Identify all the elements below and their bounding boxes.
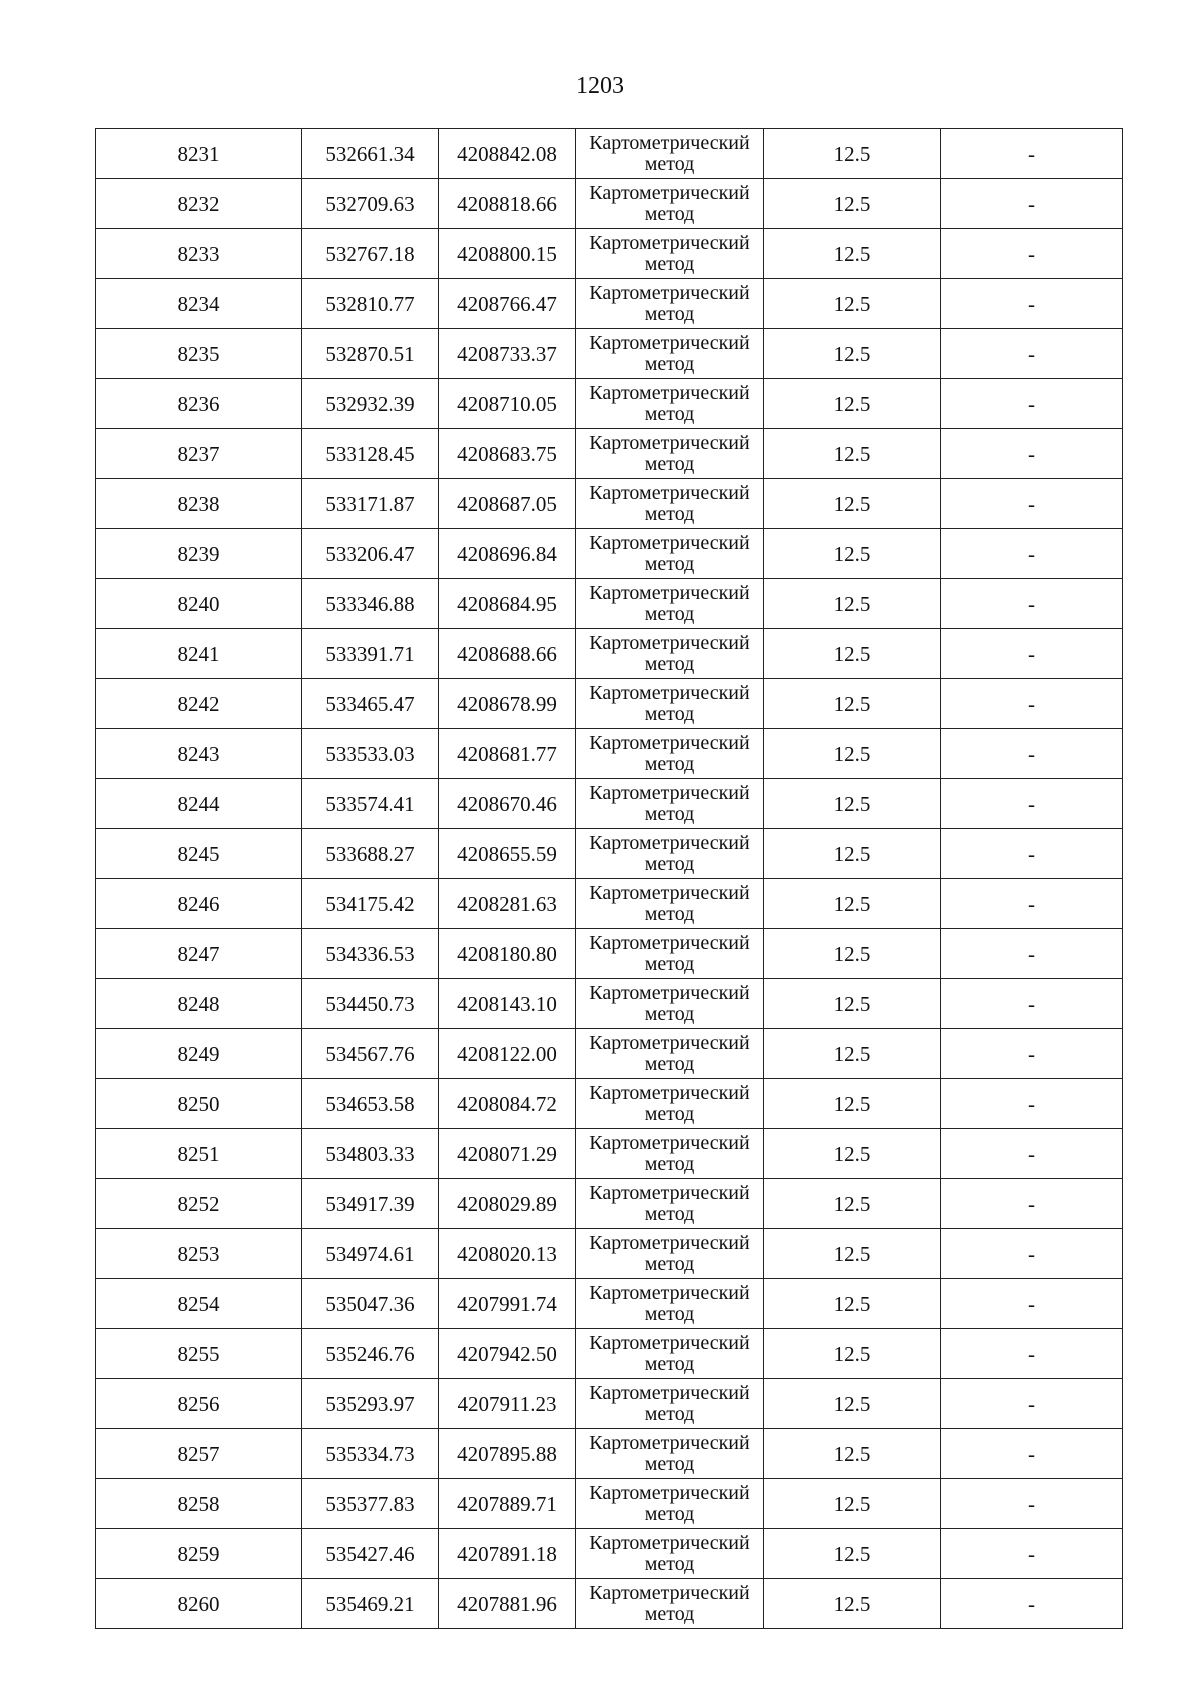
note-cell: - <box>941 1329 1123 1379</box>
method-cell <box>576 179 764 229</box>
point-id-cell: 8234 <box>96 279 302 329</box>
method-cell <box>576 329 764 379</box>
method-line-2: метод <box>644 1002 695 1025</box>
note-cell: - <box>941 129 1123 179</box>
method-line-2: метод <box>644 602 695 625</box>
table-row <box>96 329 1123 379</box>
point-id-cell: 8244 <box>96 779 302 829</box>
note-cell: - <box>941 1529 1123 1579</box>
y-coordinate-cell: 4208143.10 <box>439 979 576 1029</box>
x-coordinate-cell: 535469.21 <box>302 1579 439 1629</box>
method-line-1: Картометрический <box>589 1431 750 1454</box>
y-coordinate-cell: 4207911.23 <box>439 1379 576 1429</box>
x-coordinate-cell: 534974.61 <box>302 1229 439 1279</box>
y-coordinate-cell: 4208684.95 <box>439 579 576 629</box>
accuracy-cell: 12.5 <box>764 779 941 829</box>
y-coordinate-cell: 4208766.47 <box>439 279 576 329</box>
y-coordinate-cell: 4207891.18 <box>439 1529 576 1579</box>
table-row <box>96 1429 1123 1479</box>
x-coordinate-cell: 535377.83 <box>302 1479 439 1529</box>
point-id-cell: 8242 <box>96 679 302 729</box>
accuracy-cell: 12.5 <box>764 879 941 929</box>
page-number: 1203 <box>576 73 624 99</box>
table-row <box>96 179 1123 229</box>
accuracy-cell: 12.5 <box>764 1579 941 1629</box>
method-line-2: метод <box>644 502 695 525</box>
x-coordinate-cell: 534653.58 <box>302 1079 439 1129</box>
point-id-cell: 8238 <box>96 479 302 529</box>
accuracy-cell: 12.5 <box>764 429 941 479</box>
method-line-2: метод <box>644 752 695 775</box>
method-line-2: метод <box>644 1052 695 1075</box>
point-id-cell: 8251 <box>96 1129 302 1179</box>
method-line-1: Картометрический <box>589 931 750 954</box>
method-line-2: метод <box>644 952 695 975</box>
table-row <box>96 1029 1123 1079</box>
point-id-cell: 8235 <box>96 329 302 379</box>
y-coordinate-cell: 4208733.37 <box>439 329 576 379</box>
method-line-1: Картометрический <box>589 1481 750 1504</box>
table-row <box>96 129 1123 179</box>
x-coordinate-cell: 533533.03 <box>302 729 439 779</box>
point-id-cell: 8236 <box>96 379 302 429</box>
method-line-1: Картометрический <box>589 331 750 354</box>
method-cell <box>576 429 764 479</box>
note-cell: - <box>941 1029 1123 1079</box>
table-row <box>96 279 1123 329</box>
method-line-2: метод <box>644 1352 695 1375</box>
accuracy-cell: 12.5 <box>764 1429 941 1479</box>
method-line-1: Картометрический <box>589 531 750 554</box>
method-line-2: метод <box>644 452 695 475</box>
method-line-1: Картометрический <box>589 1031 750 1054</box>
accuracy-cell: 12.5 <box>764 1179 941 1229</box>
method-line-1: Картометрический <box>589 1581 750 1604</box>
x-coordinate-cell: 533465.47 <box>302 679 439 729</box>
method-cell <box>576 229 764 279</box>
y-coordinate-cell: 4208681.77 <box>439 729 576 779</box>
method-cell <box>576 679 764 729</box>
y-coordinate-cell: 4208710.05 <box>439 379 576 429</box>
y-coordinate-cell: 4207942.50 <box>439 1329 576 1379</box>
table-row <box>96 1329 1123 1379</box>
accuracy-cell: 12.5 <box>764 229 941 279</box>
method-line-1: Картометрический <box>589 381 750 404</box>
table-row <box>96 1129 1123 1179</box>
note-cell: - <box>941 1579 1123 1629</box>
table-row <box>96 629 1123 679</box>
x-coordinate-cell: 534917.39 <box>302 1179 439 1229</box>
method-line-1: Картометрический <box>589 181 750 204</box>
y-coordinate-cell: 4208029.89 <box>439 1179 576 1229</box>
x-coordinate-cell: 535334.73 <box>302 1429 439 1479</box>
x-coordinate-cell: 533206.47 <box>302 529 439 579</box>
method-line-2: метод <box>644 352 695 375</box>
accuracy-cell: 12.5 <box>764 629 941 679</box>
note-cell: - <box>941 429 1123 479</box>
table-row <box>96 1529 1123 1579</box>
point-id-cell: 8233 <box>96 229 302 279</box>
y-coordinate-cell: 4208818.66 <box>439 179 576 229</box>
coordinates-table <box>95 128 1123 1629</box>
x-coordinate-cell: 532870.51 <box>302 329 439 379</box>
table-row <box>96 1279 1123 1329</box>
accuracy-cell: 12.5 <box>764 1229 941 1279</box>
point-id-cell: 8245 <box>96 829 302 879</box>
y-coordinate-cell: 4207889.71 <box>439 1479 576 1529</box>
note-cell: - <box>941 479 1123 529</box>
y-coordinate-cell: 4208696.84 <box>439 529 576 579</box>
method-cell <box>576 629 764 679</box>
note-cell: - <box>941 379 1123 429</box>
method-line-2: метод <box>644 1252 695 1275</box>
y-coordinate-cell: 4208122.00 <box>439 1029 576 1079</box>
point-id-cell: 8246 <box>96 879 302 929</box>
accuracy-cell: 12.5 <box>764 1529 941 1579</box>
table-row <box>96 379 1123 429</box>
method-line-1: Картометрический <box>589 881 750 904</box>
y-coordinate-cell: 4208020.13 <box>439 1229 576 1279</box>
note-cell: - <box>941 1479 1123 1529</box>
note-cell: - <box>941 1079 1123 1129</box>
y-coordinate-cell: 4208180.80 <box>439 929 576 979</box>
y-coordinate-cell: 4208655.59 <box>439 829 576 879</box>
point-id-cell: 8256 <box>96 1379 302 1429</box>
x-coordinate-cell: 532767.18 <box>302 229 439 279</box>
method-line-1: Картометрический <box>589 581 750 604</box>
accuracy-cell: 12.5 <box>764 1279 941 1329</box>
method-line-1: Картометрический <box>589 631 750 654</box>
point-id-cell: 8250 <box>96 1079 302 1129</box>
method-cell <box>576 829 764 879</box>
method-cell <box>576 1079 764 1129</box>
accuracy-cell: 12.5 <box>764 1029 941 1079</box>
note-cell: - <box>941 529 1123 579</box>
table-row <box>96 1229 1123 1279</box>
coordinates-table-body <box>96 129 1123 1629</box>
table-row <box>96 729 1123 779</box>
method-line-2: метод <box>644 1452 695 1475</box>
accuracy-cell: 12.5 <box>764 729 941 779</box>
note-cell: - <box>941 1179 1123 1229</box>
note-cell: - <box>941 829 1123 879</box>
method-cell <box>576 379 764 429</box>
point-id-cell: 8248 <box>96 979 302 1029</box>
table-row <box>96 579 1123 629</box>
method-cell <box>576 1279 764 1329</box>
method-line-2: метод <box>644 1602 695 1625</box>
note-cell: - <box>941 729 1123 779</box>
table-row <box>96 979 1123 1029</box>
y-coordinate-cell: 4207881.96 <box>439 1579 576 1629</box>
method-line-1: Картометрический <box>589 1331 750 1354</box>
method-line-2: метод <box>644 552 695 575</box>
note-cell: - <box>941 329 1123 379</box>
note-cell: - <box>941 879 1123 929</box>
x-coordinate-cell: 533391.71 <box>302 629 439 679</box>
point-id-cell: 8237 <box>96 429 302 479</box>
method-line-1: Картометрический <box>589 431 750 454</box>
accuracy-cell: 12.5 <box>764 1129 941 1179</box>
table-row <box>96 429 1123 479</box>
table-row <box>96 1379 1123 1429</box>
accuracy-cell: 12.5 <box>764 129 941 179</box>
x-coordinate-cell: 535427.46 <box>302 1529 439 1579</box>
x-coordinate-cell: 533171.87 <box>302 479 439 529</box>
accuracy-cell: 12.5 <box>764 479 941 529</box>
method-line-2: метод <box>644 1402 695 1425</box>
accuracy-cell: 12.5 <box>764 529 941 579</box>
method-cell <box>576 1029 764 1079</box>
accuracy-cell: 12.5 <box>764 1379 941 1429</box>
accuracy-cell: 12.5 <box>764 679 941 729</box>
y-coordinate-cell: 4208071.29 <box>439 1129 576 1179</box>
point-id-cell: 8258 <box>96 1479 302 1529</box>
point-id-cell: 8241 <box>96 629 302 679</box>
note-cell: - <box>941 1379 1123 1429</box>
note-cell: - <box>941 229 1123 279</box>
method-line-1: Картометрический <box>589 1531 750 1554</box>
accuracy-cell: 12.5 <box>764 179 941 229</box>
method-line-2: метод <box>644 1302 695 1325</box>
accuracy-cell: 12.5 <box>764 329 941 379</box>
table-row <box>96 1179 1123 1229</box>
point-id-cell: 8243 <box>96 729 302 779</box>
note-cell: - <box>941 1279 1123 1329</box>
method-line-2: метод <box>644 302 695 325</box>
note-cell: - <box>941 279 1123 329</box>
y-coordinate-cell: 4208678.99 <box>439 679 576 729</box>
method-cell <box>576 1529 764 1579</box>
point-id-cell: 8231 <box>96 129 302 179</box>
accuracy-cell: 12.5 <box>764 1079 941 1129</box>
method-line-1: Картометрический <box>589 281 750 304</box>
method-line-2: метод <box>644 1502 695 1525</box>
method-line-1: Картометрический <box>589 831 750 854</box>
note-cell: - <box>941 179 1123 229</box>
method-cell <box>576 729 764 779</box>
method-cell <box>576 1479 764 1529</box>
x-coordinate-cell: 535293.97 <box>302 1379 439 1429</box>
x-coordinate-cell: 534450.73 <box>302 979 439 1029</box>
point-id-cell: 8260 <box>96 1579 302 1629</box>
note-cell: - <box>941 629 1123 679</box>
method-cell <box>576 779 764 829</box>
method-cell <box>576 1129 764 1179</box>
method-line-1: Картометрический <box>589 681 750 704</box>
table-row <box>96 1479 1123 1529</box>
x-coordinate-cell: 532932.39 <box>302 379 439 429</box>
method-line-1: Картометрический <box>589 1131 750 1154</box>
y-coordinate-cell: 4208800.15 <box>439 229 576 279</box>
table-row <box>96 879 1123 929</box>
x-coordinate-cell: 533574.41 <box>302 779 439 829</box>
method-line-2: метод <box>644 252 695 275</box>
x-coordinate-cell: 534803.33 <box>302 1129 439 1179</box>
method-line-2: метод <box>644 152 695 175</box>
note-cell: - <box>941 1229 1123 1279</box>
method-cell <box>576 1429 764 1479</box>
y-coordinate-cell: 4208683.75 <box>439 429 576 479</box>
note-cell: - <box>941 779 1123 829</box>
x-coordinate-cell: 535047.36 <box>302 1279 439 1329</box>
method-line-2: метод <box>644 1152 695 1175</box>
point-id-cell: 8255 <box>96 1329 302 1379</box>
method-line-2: метод <box>644 202 695 225</box>
note-cell: - <box>941 579 1123 629</box>
method-line-2: метод <box>644 402 695 425</box>
y-coordinate-cell: 4208670.46 <box>439 779 576 829</box>
x-coordinate-cell: 534336.53 <box>302 929 439 979</box>
accuracy-cell: 12.5 <box>764 979 941 1029</box>
y-coordinate-cell: 4208084.72 <box>439 1079 576 1129</box>
note-cell: - <box>941 1429 1123 1479</box>
method-cell <box>576 1329 764 1379</box>
point-id-cell: 8232 <box>96 179 302 229</box>
point-id-cell: 8257 <box>96 1429 302 1479</box>
method-cell <box>576 529 764 579</box>
note-cell: - <box>941 979 1123 1029</box>
note-cell: - <box>941 929 1123 979</box>
method-line-2: метод <box>644 1202 695 1225</box>
y-coordinate-cell: 4208687.05 <box>439 479 576 529</box>
method-line-1: Картометрический <box>589 781 750 804</box>
table-row <box>96 829 1123 879</box>
table-row <box>96 779 1123 829</box>
method-line-1: Картометрический <box>589 1181 750 1204</box>
table-row <box>96 1579 1123 1629</box>
y-coordinate-cell: 4208842.08 <box>439 129 576 179</box>
y-coordinate-cell: 4207991.74 <box>439 1279 576 1329</box>
accuracy-cell: 12.5 <box>764 1479 941 1529</box>
method-cell <box>576 879 764 929</box>
method-line-1: Картометрический <box>589 1081 750 1104</box>
accuracy-cell: 12.5 <box>764 579 941 629</box>
method-line-2: метод <box>644 1552 695 1575</box>
point-id-cell: 8252 <box>96 1179 302 1229</box>
method-line-2: метод <box>644 652 695 675</box>
x-coordinate-cell: 534175.42 <box>302 879 439 929</box>
x-coordinate-cell: 534567.76 <box>302 1029 439 1079</box>
point-id-cell: 8259 <box>96 1529 302 1579</box>
point-id-cell: 8247 <box>96 929 302 979</box>
point-id-cell: 8253 <box>96 1229 302 1279</box>
note-cell: - <box>941 1129 1123 1179</box>
method-cell <box>576 979 764 1029</box>
method-cell <box>576 479 764 529</box>
method-line-2: метод <box>644 852 695 875</box>
y-coordinate-cell: 4208281.63 <box>439 879 576 929</box>
x-coordinate-cell: 533688.27 <box>302 829 439 879</box>
table-row <box>96 229 1123 279</box>
x-coordinate-cell: 533128.45 <box>302 429 439 479</box>
method-line-1: Картометрический <box>589 731 750 754</box>
method-line-1: Картометрический <box>589 231 750 254</box>
method-cell <box>576 929 764 979</box>
x-coordinate-cell: 532810.77 <box>302 279 439 329</box>
x-coordinate-cell: 532661.34 <box>302 129 439 179</box>
table-row <box>96 529 1123 579</box>
method-cell <box>576 1229 764 1279</box>
method-cell <box>576 579 764 629</box>
method-cell <box>576 1179 764 1229</box>
method-line-1: Картометрический <box>589 1281 750 1304</box>
table-row <box>96 479 1123 529</box>
method-line-1: Картометрический <box>589 981 750 1004</box>
point-id-cell: 8254 <box>96 1279 302 1329</box>
point-id-cell: 8240 <box>96 579 302 629</box>
table-row <box>96 929 1123 979</box>
x-coordinate-cell: 532709.63 <box>302 179 439 229</box>
accuracy-cell: 12.5 <box>764 929 941 979</box>
method-cell <box>576 129 764 179</box>
accuracy-cell: 12.5 <box>764 829 941 879</box>
method-line-2: метод <box>644 1102 695 1125</box>
method-line-1: Картометрический <box>589 1381 750 1404</box>
method-cell <box>576 1379 764 1429</box>
table-row <box>96 679 1123 729</box>
method-cell <box>576 279 764 329</box>
point-id-cell: 8239 <box>96 529 302 579</box>
method-line-2: метод <box>644 802 695 825</box>
accuracy-cell: 12.5 <box>764 279 941 329</box>
point-id-cell: 8249 <box>96 1029 302 1079</box>
note-cell: - <box>941 679 1123 729</box>
method-line-1: Картометрический <box>589 131 750 154</box>
method-line-1: Картометрический <box>589 481 750 504</box>
x-coordinate-cell: 535246.76 <box>302 1329 439 1379</box>
accuracy-cell: 12.5 <box>764 1329 941 1379</box>
y-coordinate-cell: 4207895.88 <box>439 1429 576 1479</box>
method-line-1: Картометрический <box>589 1231 750 1254</box>
method-line-2: метод <box>644 702 695 725</box>
x-coordinate-cell: 533346.88 <box>302 579 439 629</box>
table-row <box>96 1079 1123 1129</box>
accuracy-cell: 12.5 <box>764 379 941 429</box>
method-cell <box>576 1579 764 1629</box>
y-coordinate-cell: 4208688.66 <box>439 629 576 679</box>
method-line-2: метод <box>644 902 695 925</box>
